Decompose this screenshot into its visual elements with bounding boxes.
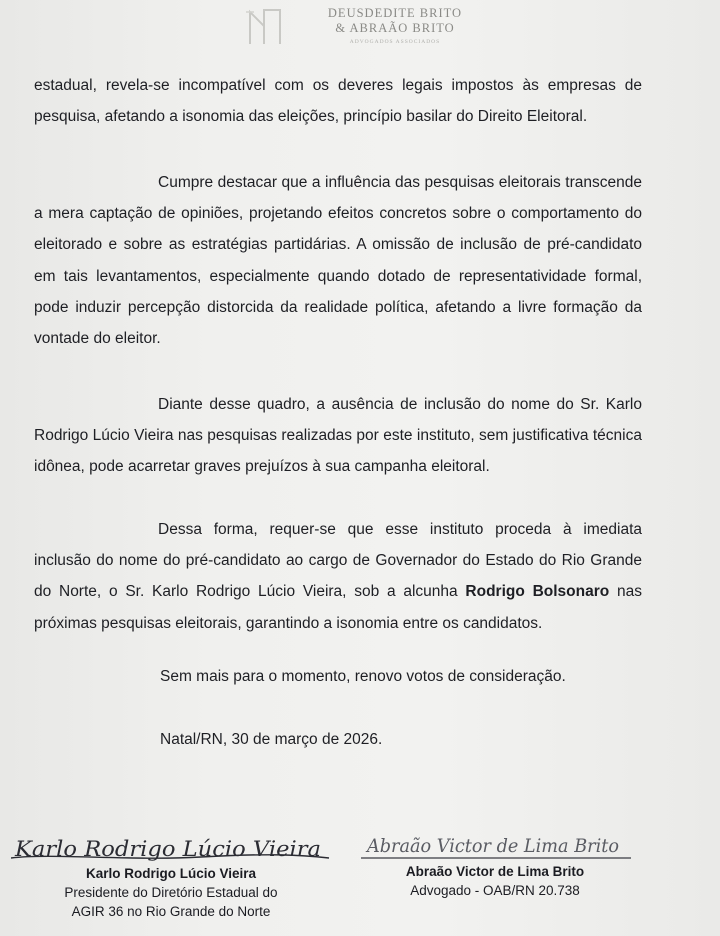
letterhead-subtitle: ADVOGADOS ASSOCIADOS (349, 39, 441, 45)
paragraph-text-after: nas próximas pesquisas eleitorais, garantindo a isonomia entre os candidatos. (34, 583, 642, 632)
paragraph-request (34, 514, 642, 639)
signer-title-left-line1: Presidente do Diretório Estadual do (64, 885, 278, 900)
signer-name-right: Abraão Victor de Lima Brito (405, 864, 585, 879)
signature-block-right (350, 822, 640, 900)
signer-name-left: Karlo Rodrigo Lúcio Vieira (85, 866, 257, 881)
signature-handwriting: Karlo Rodrigo Lúcio Vieira (13, 837, 321, 861)
paragraph-text: estadual, revela-se incompatível com os deveres legais impostos às empresas de pesquisa, afetando a isonomia das eleições, princípio basilar do Direito Eleitoral. (34, 77, 642, 126)
closing-line: Sem mais para o momento, renovo votos de consideração. (160, 668, 566, 685)
signer-title-right-line1: Advogado - OAB/RN 20.738 (410, 883, 580, 898)
letterhead-firm-name-line1: DEUSDEDITE BRITO (327, 6, 463, 20)
signature-handwriting: Abraão Victor de Lima Brito (365, 835, 619, 857)
paragraph-text: Cumpre destacar que a influência das pesquisas eleitorais transcende a mera captação de opiniões, projetando efeitos concretos sobre o comportamento do eleitorado e sobre as estratégias partidárias. A omissão de inclusão de pré-candidato em tais levantamentos, especialmente quando dotado de representatividade formal, pode induzir percepção distorcida da realidade política, afetando a livre formação da vontade do eleitor. (34, 174, 642, 348)
letterhead (240, 2, 500, 52)
paragraph-influence (34, 167, 642, 354)
handwritten-signature-left (11, 820, 331, 864)
handwritten-signature-right (355, 822, 635, 862)
signer-title-left-line2: AGIR 36 no Rio Grande do Norte (71, 904, 271, 919)
paragraph-text: Diante desse quadro, a ausência de inclusão do nome do Sr. Karlo Rodrigo Lúcio Vieira nas pesquisas realizadas por este instituto, sem justificativa técnica idônea, pode acarretar graves prejuízos à sua campanha eleitoral. (34, 396, 642, 476)
paragraph-absence (34, 389, 642, 483)
signature-block-left (8, 820, 334, 921)
firm-monogram-logo (240, 4, 290, 48)
paragraph-continuation (34, 70, 642, 132)
date-line: Natal/RN, 30 de março de 2026. (160, 731, 383, 748)
letterhead-firm-name-line2: & ABRAÃO BRITO (335, 21, 455, 35)
paragraph-bold-alias: Rodrigo Bolsonaro (465, 583, 610, 601)
paragraph-text-before: Dessa forma, requer-se que esse instituto proceda à imediata inclusão do nome do pré-candidato ao cargo de Governador do Estado do Rio Grande do Norte, o Sr. Karlo Rodrigo Lúcio Vieira, sob a alcunha (34, 521, 642, 601)
